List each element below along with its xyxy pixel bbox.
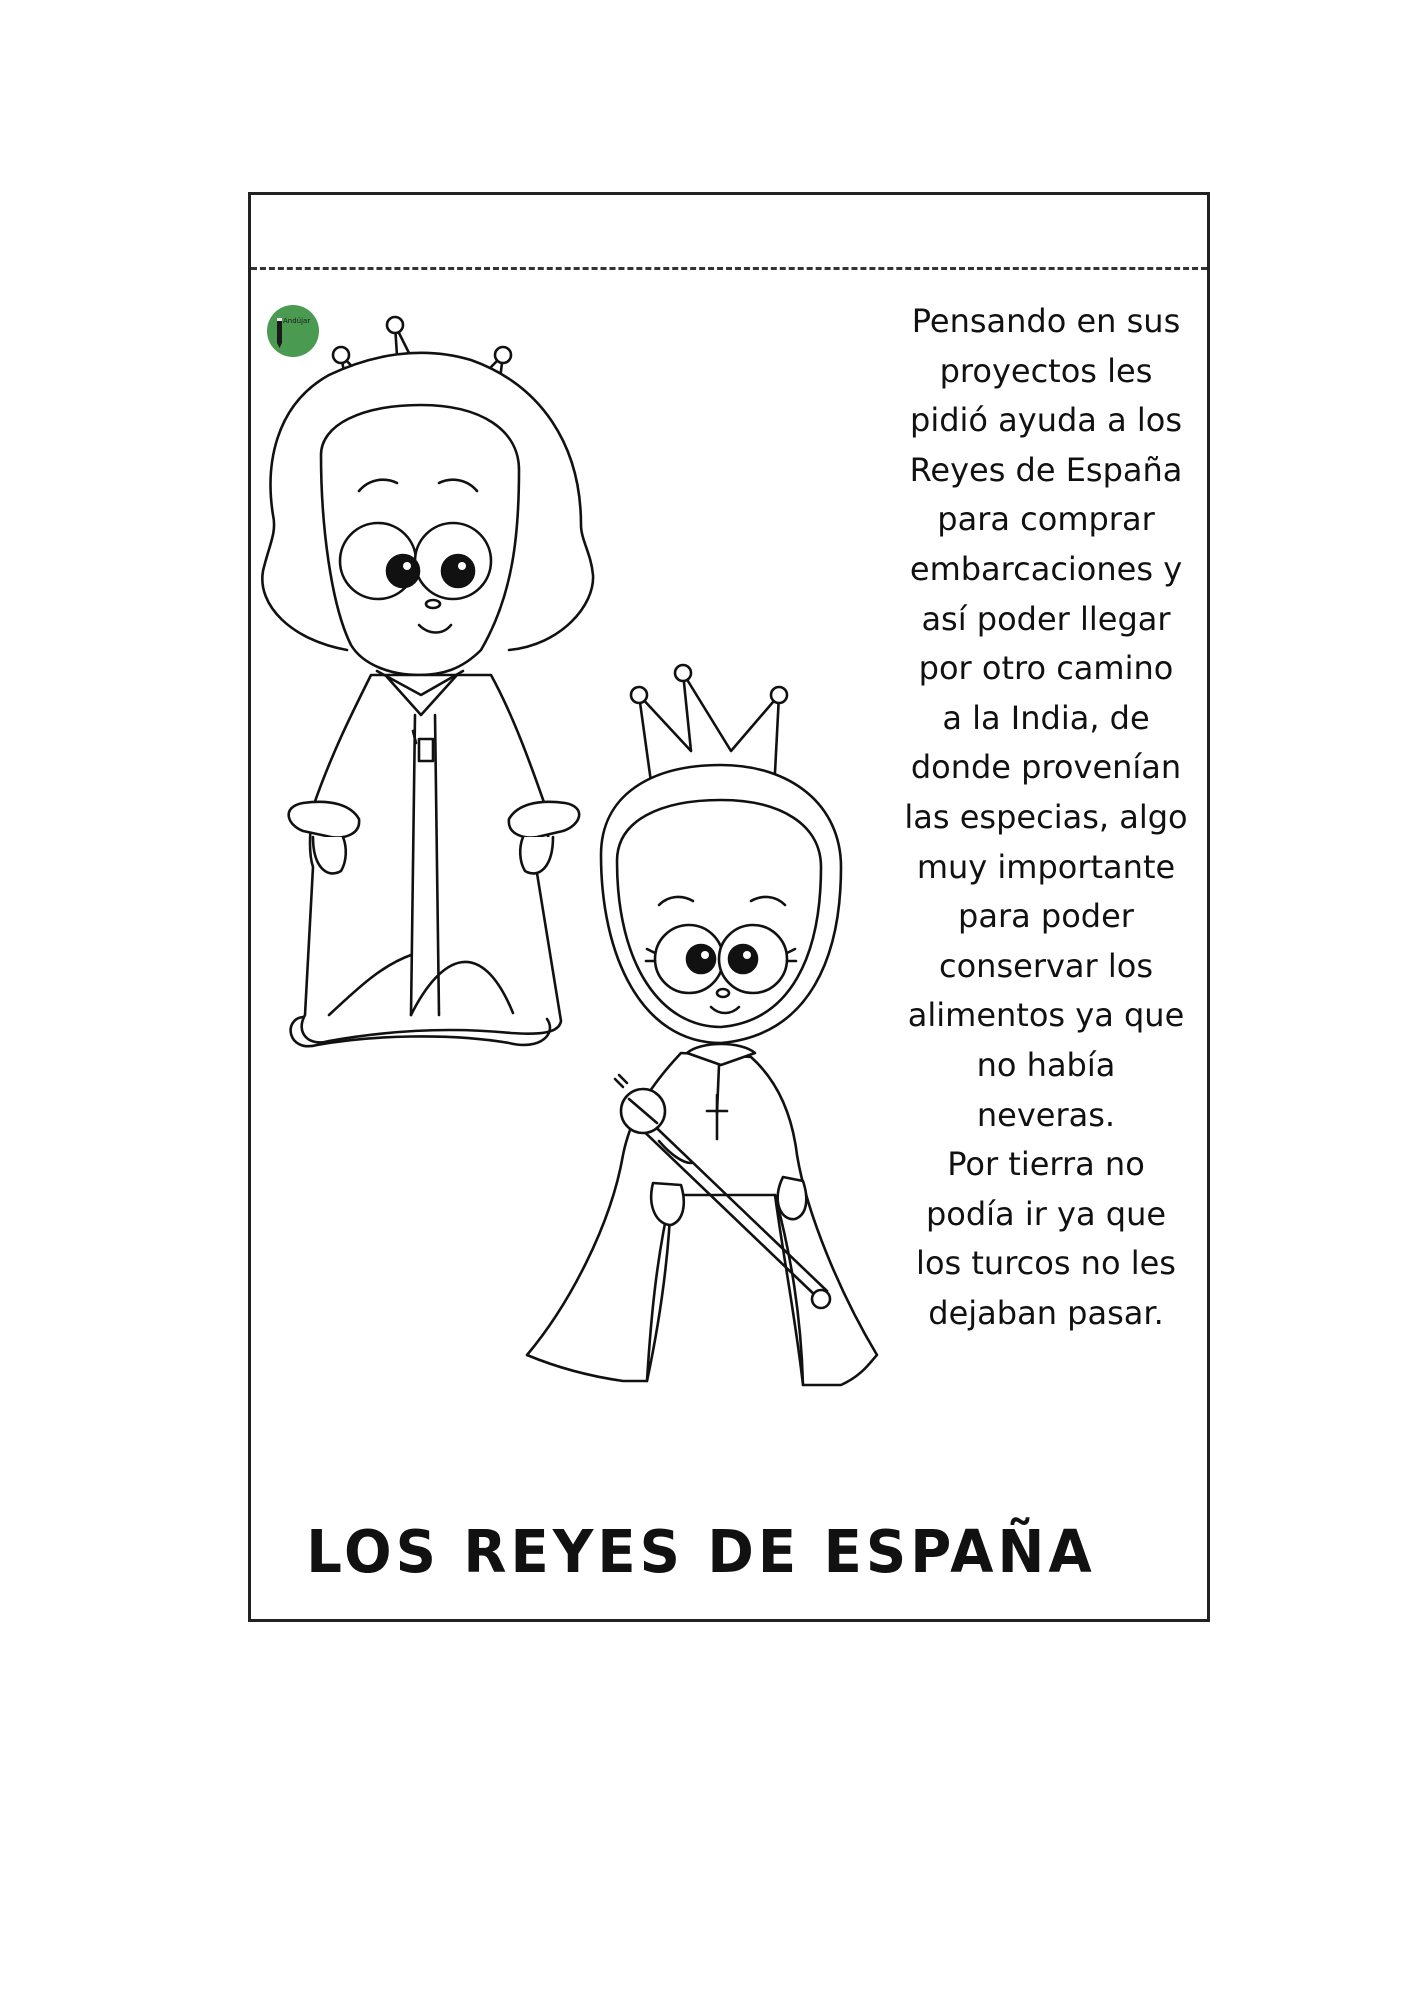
story-line: proyectos les bbox=[939, 351, 1153, 390]
story-line: conservar los bbox=[939, 946, 1153, 985]
story-line: alimentos ya que bbox=[907, 996, 1185, 1035]
story-line: Pensando en sus bbox=[911, 302, 1181, 340]
story-line: donde provenían bbox=[910, 748, 1182, 787]
logo-text: Andújar bbox=[283, 317, 311, 325]
story-line: muy importante bbox=[916, 847, 1176, 886]
story-line: para poder bbox=[958, 897, 1134, 936]
worksheet-title: LOS REYES DE ESPAÑA bbox=[306, 1518, 1096, 1587]
story-line: dejaban pasar. bbox=[928, 1293, 1164, 1332]
story-line: los turcos no les bbox=[916, 1244, 1176, 1283]
story-line: las especias, algo bbox=[904, 797, 1188, 836]
story-line: neveras. bbox=[976, 1095, 1116, 1134]
worksheet-frame bbox=[248, 192, 1210, 1622]
story-line: Reyes de España bbox=[909, 450, 1183, 489]
story-line: a la India, de bbox=[942, 698, 1150, 737]
queen-figure bbox=[527, 665, 877, 1385]
story-line: para comprar bbox=[937, 500, 1155, 539]
king-figure bbox=[262, 317, 593, 1046]
story-text bbox=[891, 297, 1201, 1338]
story-line: así poder llegar bbox=[921, 599, 1171, 638]
story-line: embarcaciones y bbox=[909, 549, 1183, 588]
story-line: no había bbox=[976, 1045, 1116, 1084]
story-line: por otro camino bbox=[918, 649, 1174, 688]
story-line: podía ir ya que bbox=[925, 1194, 1167, 1233]
story-line: Por tierra no bbox=[947, 1145, 1145, 1184]
story-line: pidió ayuda a los bbox=[910, 401, 1182, 440]
